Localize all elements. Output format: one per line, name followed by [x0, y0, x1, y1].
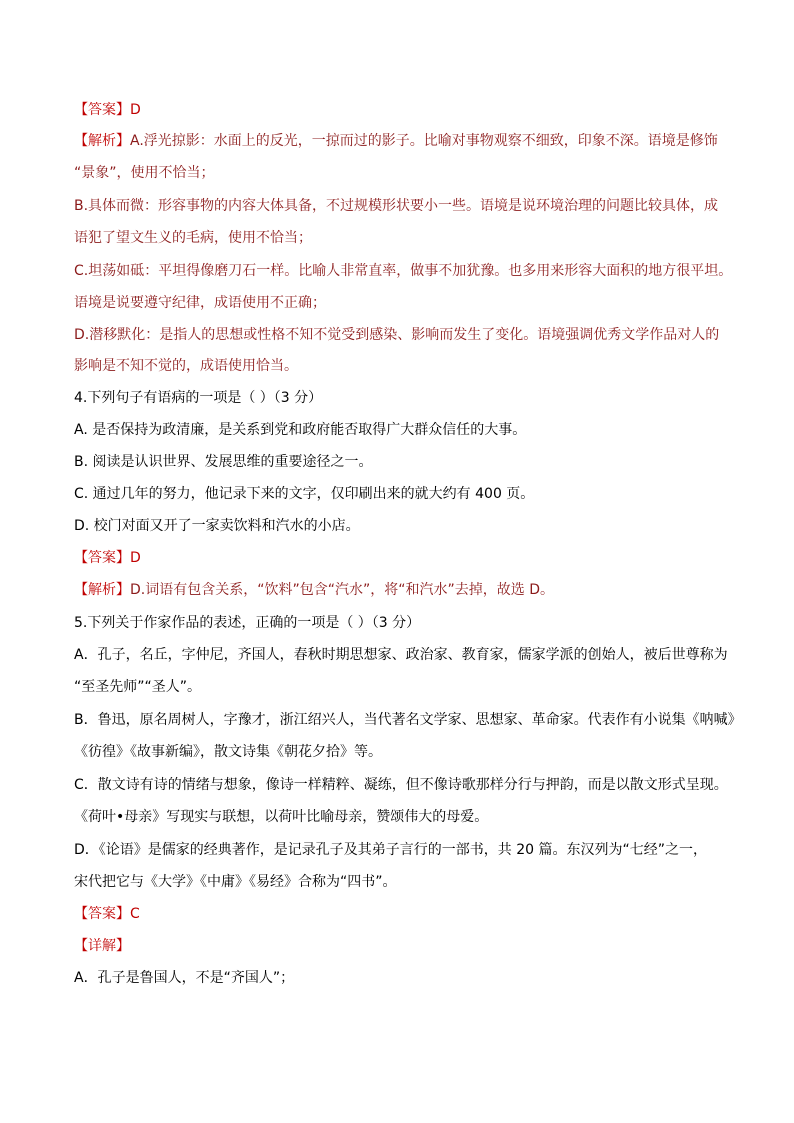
answer-value: D — [130, 550, 141, 566]
q3-analysis-d-1: D.潜移默化：是指人的思想或性格不知不觉受到感染、影响而发生了变化。语境强调优秀文学作品对人的 — [74, 327, 720, 343]
analysis-label: 【解析】 — [74, 133, 130, 149]
q3-analysis-a-2: “景象”，使用不恰当； — [74, 165, 215, 181]
q5-detail-label-line — [74, 936, 734, 956]
q5-option-d-2: 宋代把它与《大学》《中庸》《易经》合称为“四书”。 — [74, 874, 397, 890]
q5-answer-line — [74, 904, 734, 924]
q3-analysis-d-2: 影响是不知不觉的，成语使用恰当。 — [74, 358, 298, 374]
q3-analysis-c-1: C.坦荡如砥：平坦得像磨刀石一样。比喻人非常直率，做事不加犹豫。也多用来形容大面积的地方很平坦。 — [74, 263, 733, 279]
q4-option-c: C. 通过几年的努力，他记录下来的文字，仅印刷出来的就大约有 400 页。 — [74, 486, 535, 502]
q5-option-a-1: A．孔子，名丘，字仲尼，齐国人，春秋时期思想家、政治家、教育家，儒家学派的创始人，被后世尊称为 — [74, 647, 728, 663]
detail-label: 【详解】 — [74, 938, 130, 954]
q5-option-d-1: D．《论语》是儒家的经典著作，是记录孔子及其弟子言行的一部书，共 20 篇。东汉列为“七经”之一， — [74, 842, 707, 858]
q5-option-b-1: B．鲁迅，原名周树人，字豫才，浙江绍兴人，当代著名文学家、思想家、革命家。代表作有小说集《呐喊》 — [74, 712, 742, 728]
q5-detail-a: A．孔子是鲁国人，不是“齐国人”； — [74, 970, 295, 986]
answer-value: D — [130, 102, 141, 118]
q3-answer-line — [74, 100, 734, 120]
analysis-text: A.浮光掠影：水面上的反光，一掠而过的影子。比喻对事物观察不细致，印象不深。语境是修饰 — [130, 133, 718, 149]
q5-option-c-2: 《荷叶•母亲》写现实与联想，以荷叶比喻母亲，赞颂伟大的母爱。 — [74, 809, 489, 825]
q4-option-b: B. 阅读是认识世界、发展思维的重要途径之一。 — [74, 454, 373, 470]
q3-analysis-b-1: B.具体而微：形容事物的内容大体具备，不过规模形状要小一些。语境是说环境治理的问题比较具体，成 — [74, 198, 719, 214]
q3-analysis-c-2: 语境是说要遵守纪律，成语使用不正确； — [74, 295, 326, 311]
q3-analysis-a-1 — [74, 131, 734, 151]
q4-option-d: D. 校门对面又开了一家卖饮料和汽水的小店。 — [74, 518, 360, 534]
answer-label: 【答案】 — [74, 102, 130, 118]
q4-option-a: A. 是否保持为政清廉，是关系到党和政府能否取得广大群众信任的大事。 — [74, 422, 527, 438]
q4-analysis-line — [74, 580, 734, 600]
q4-answer-line — [74, 548, 734, 568]
answer-label: 【答案】 — [74, 906, 130, 922]
q5-option-c-1: C．散文诗有诗的情绪与想象，像诗一样精粹、凝练，但不像诗歌那样分行与押韵，而是以散文形式呈现。 — [74, 777, 728, 793]
answer-label: 【答案】 — [74, 550, 130, 566]
analysis-text: D.词语有包含关系，“饮料”包含“汽水”，将“和汽水”去掉，故选 D。 — [130, 582, 554, 598]
q5-option-a-2: “至圣先师”“圣人”。 — [74, 679, 202, 695]
answer-value: C — [130, 906, 140, 922]
q3-analysis-b-2: 语犯了望文生义的毛病，使用不恰当； — [74, 230, 312, 246]
q4-stem: 4.下列句子有语病的一项是（ ）（3 分） — [74, 390, 323, 406]
q5-option-b-2: 《彷徨》《故事新编》，散文诗集《朝花夕拾》等。 — [74, 744, 382, 760]
q5-stem: 5.下列关于作家作品的表述，正确的一项是（ ）（3 分） — [74, 615, 421, 631]
analysis-label: 【解析】 — [74, 582, 130, 598]
